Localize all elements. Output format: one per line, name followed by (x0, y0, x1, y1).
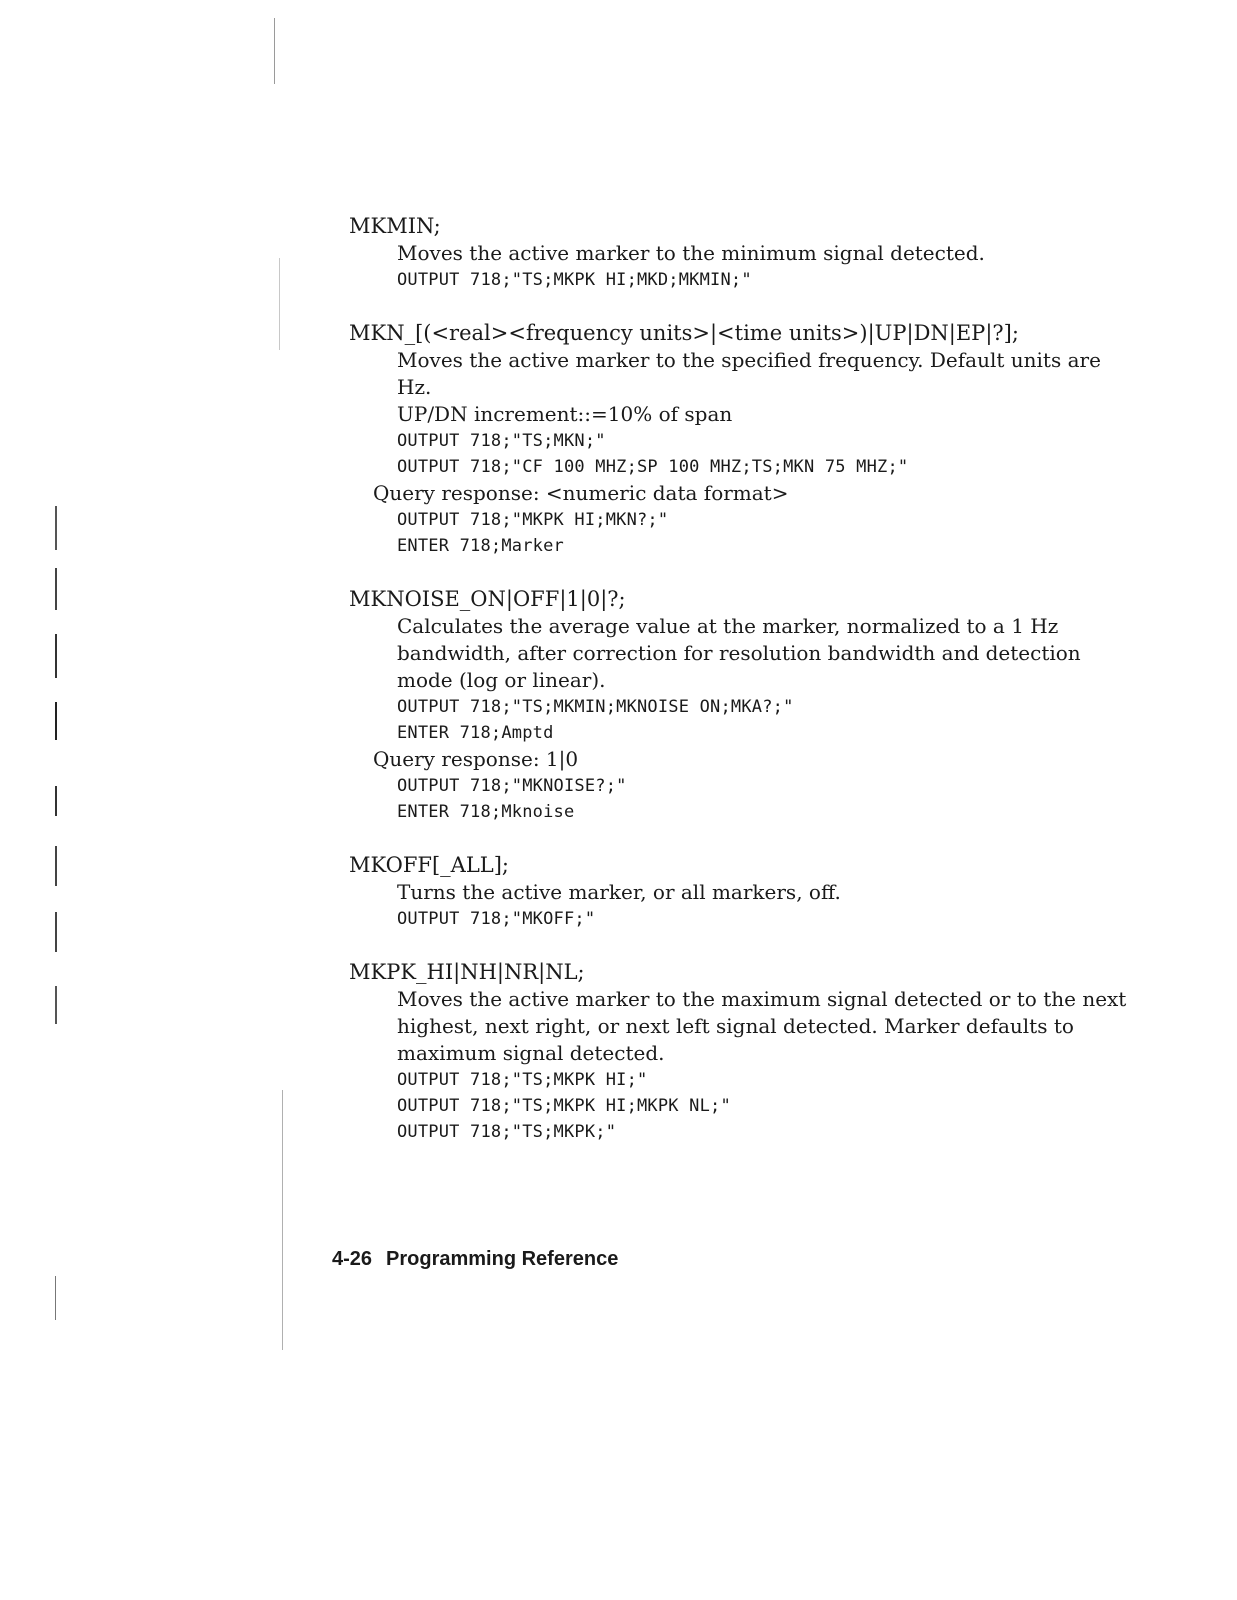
scan-edge-line (55, 1276, 56, 1320)
scan-edge-line (282, 1090, 283, 1350)
code-example: OUTPUT 718;"TS;MKPK;" (397, 1122, 617, 1142)
scan-edge-line (55, 634, 57, 678)
document-body (349, 212, 1129, 1171)
command-description: Turns the active marker, or all markers, off. (397, 880, 841, 904)
code-example: OUTPUT 718;"TS;MKPK HI;MKD;MKMIN;" (397, 270, 752, 290)
command-entry (349, 958, 1129, 1145)
command-entry (349, 851, 1129, 932)
query-response: Query response: 1|0 (373, 747, 579, 771)
scan-edge-line (55, 506, 57, 550)
scan-edge-line (55, 702, 57, 740)
page-footer (332, 1248, 618, 1271)
command-syntax: MKN_[(<real><frequency units>|<time units>)|UP|DN|EP|?]; (349, 321, 1019, 345)
code-example: OUTPUT 718;"CF 100 MHZ;SP 100 MHZ;TS;MKN 75 MHZ;" (397, 457, 909, 477)
scan-edge-line (274, 18, 275, 84)
command-note: UP/DN increment::=10% of span (397, 402, 733, 426)
command-description: Moves the active marker to the maximum signal detected or to the next highest, next right, or next left signal detected. Marker defaults to maximum signal detected. (397, 987, 1127, 1065)
code-example: OUTPUT 718;"TS;MKPK HI;" (397, 1070, 648, 1090)
command-entry (349, 585, 1129, 825)
command-description: Moves the active marker to the minimum signal detected. (397, 241, 985, 265)
scan-edge-line (55, 568, 57, 610)
code-example: OUTPUT 718;"TS;MKN;" (397, 431, 606, 451)
scan-edge-line (55, 846, 57, 886)
page-number: 4-26 (332, 1248, 373, 1270)
code-example: OUTPUT 718;"MKOFF;" (397, 909, 596, 929)
command-syntax: MKMIN; (349, 214, 441, 238)
command-entry (349, 212, 1129, 293)
scan-edge-line (55, 786, 57, 816)
code-example: OUTPUT 718;"TS;MKMIN;MKNOISE ON;MKA?;" (397, 697, 794, 717)
code-example: ENTER 718;Amptd (397, 723, 554, 743)
code-example: ENTER 718;Mknoise (397, 802, 575, 822)
command-syntax: MKPK_HI|NH|NR|NL; (349, 960, 585, 984)
command-description: Calculates the average value at the marker, normalized to a 1 Hz bandwidth, after correction for resolution bandwidth and detection mode (log or linear). (397, 614, 1081, 692)
command-syntax: MKNOISE_ON|OFF|1|0|?; (349, 587, 626, 611)
scan-edge-line (55, 912, 57, 952)
code-example: ENTER 718;Marker (397, 536, 564, 556)
command-description: Moves the active marker to the specified frequency. Default units are Hz. (397, 348, 1101, 399)
section-title: Programming Reference (386, 1248, 619, 1270)
code-example: OUTPUT 718;"MKPK HI;MKN?;" (397, 510, 669, 530)
scan-edge-line (279, 258, 280, 350)
command-syntax: MKOFF[_ALL]; (349, 853, 510, 877)
code-example: OUTPUT 718;"MKNOISE?;" (397, 776, 627, 796)
code-example: OUTPUT 718;"TS;MKPK HI;MKPK NL;" (397, 1096, 731, 1116)
command-entry (349, 319, 1129, 559)
query-response: Query response: <numeric data format> (373, 481, 789, 505)
scan-edge-line (55, 986, 57, 1024)
